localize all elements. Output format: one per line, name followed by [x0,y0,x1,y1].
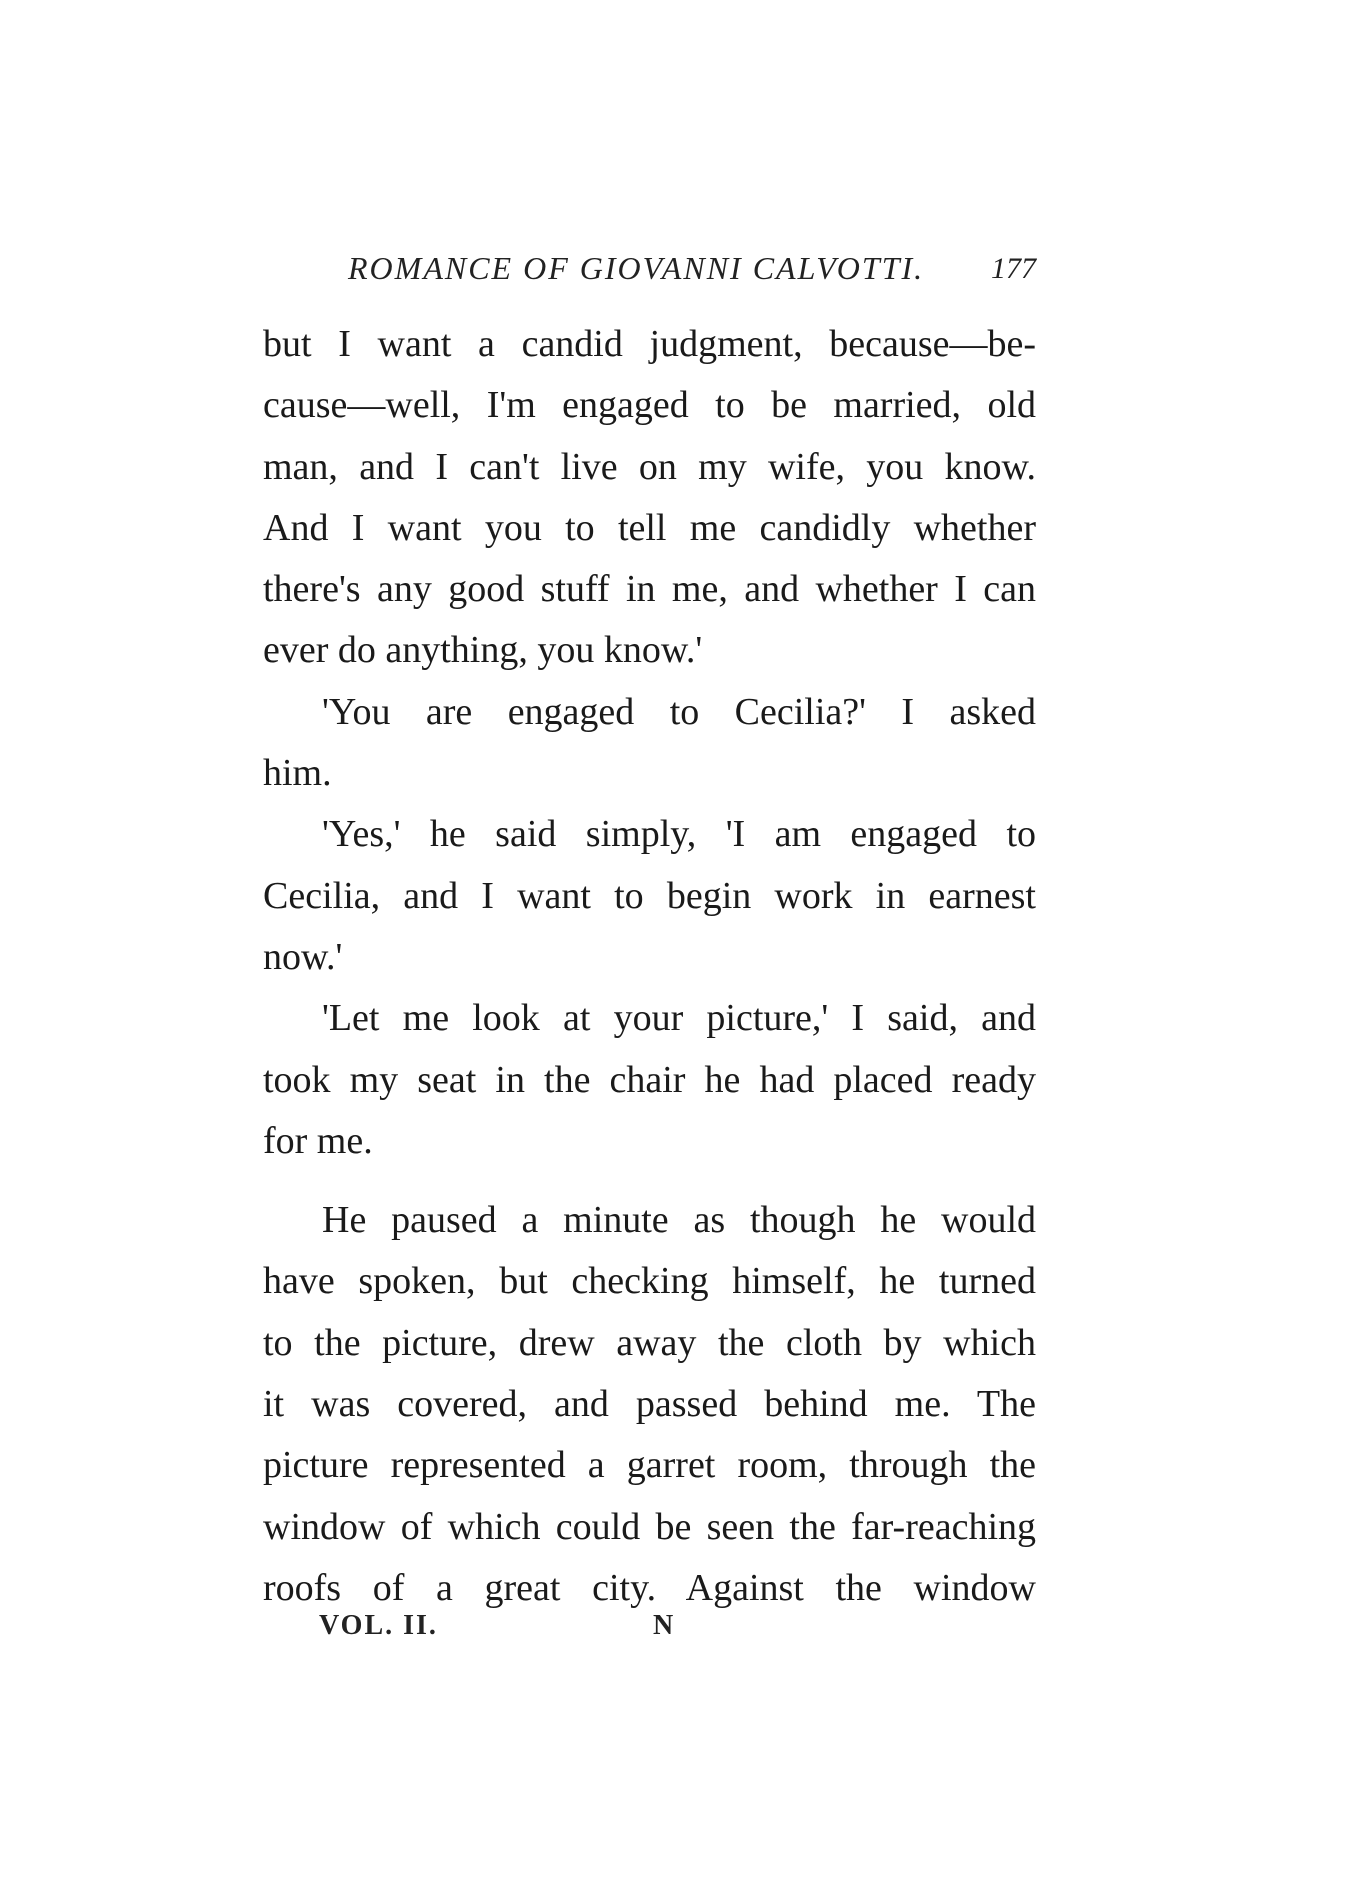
text-line: took my seat in the chair he had placed ready [263,1058,1036,1101]
page-number: 177 [991,252,1036,285]
body-text [263,314,1036,1619]
running-title: ROMANCE OF GIOVANNI CALVOTTI. [348,250,925,286]
text-line: And I want you to tell me candidly whether [263,506,1036,549]
text-line: picture represented a garret room, through the [263,1444,1036,1487]
signature-line [263,1610,1036,1654]
text-line: but I want a candid judgment, because—be- [263,323,1036,365]
text-line: ever do anything, you know.' [263,629,703,672]
text-line: roofs of a great city. Against the window [263,1566,1036,1609]
text-line: man, and I can't live on my wife, you know. [263,445,1036,488]
text-line: have spoken, but checking himself, he turned [263,1260,1036,1303]
text-line: He paused a minute as though he would [322,1199,1036,1242]
text-line: Cecilia, and I want to begin work in earnest [263,874,1036,917]
text-line: window of which could be seen the far-reaching [263,1505,1036,1548]
text-line: it was covered, and passed behind me. The [263,1383,1036,1426]
text-line: 'Yes,' he said simply, 'I am engaged to [322,813,1036,856]
text-line: now.' [263,935,343,978]
volume-mark: VOL. II. [319,1610,438,1641]
running-head [263,250,1036,298]
text-line: there's any good stuff in me, and whether I can [263,568,1036,611]
text-line: to the picture, drew away the cloth by which [263,1321,1036,1364]
text-line: 'Let me look at your picture,' I said, and [322,997,1036,1040]
text-line: 'You are engaged to Cecilia?' I asked [322,690,1036,733]
text-line: cause—well, I'm engaged to be married, old [263,384,1036,427]
text-line: him. [263,752,332,795]
signature-letter: N [653,1610,676,1641]
text-line: for me. [263,1119,373,1162]
